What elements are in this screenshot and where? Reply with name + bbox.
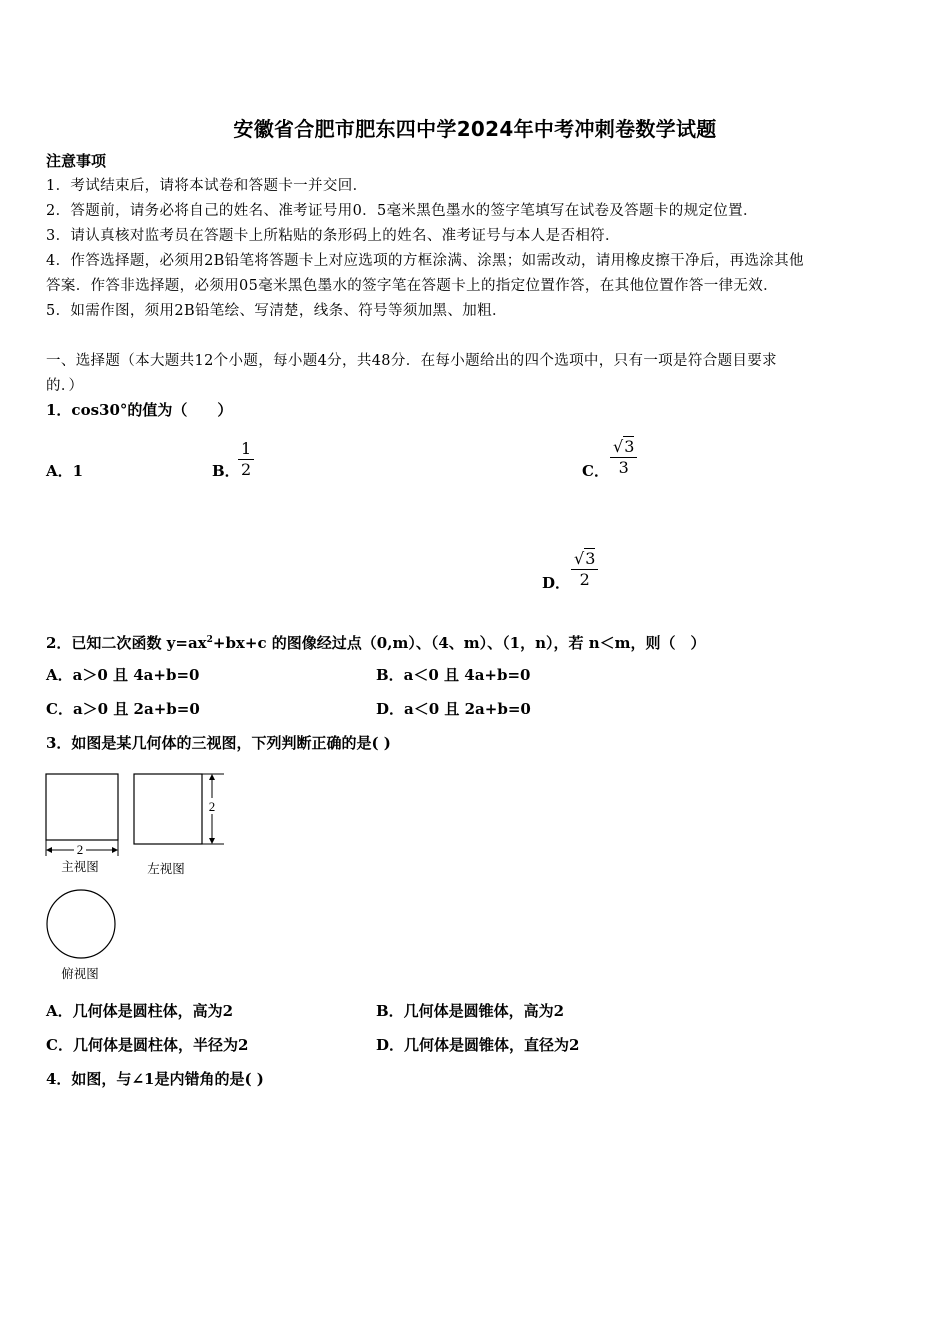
section-heading-cont: 的．）	[46, 378, 84, 394]
q1-d-label: D．	[542, 574, 571, 592]
q4-stem: 4．如图，与∠1是内错角的是( )	[46, 1070, 264, 1088]
q1-option-a	[46, 461, 83, 481]
q1-c-numerator: √3	[613, 437, 635, 456]
q1-a-value: 1	[72, 462, 84, 480]
page-title: 安徽省合肥市肥东四中学2024年中考冲刺卷数学试题	[233, 117, 717, 141]
q2-option-a: A．a＞0 且 4a+b=0	[46, 666, 200, 684]
notice-item-2: 2．答题前，请务必将自己的姓名、准考证号用0．5毫米黑色墨水的签字笔填写在试卷及答题卡的规定位置．	[46, 203, 758, 219]
q1-c-fraction	[610, 437, 637, 478]
q1-d-fraction	[571, 549, 598, 590]
notice-item-4: 4．作答选择题，必须用2B铅笔将答题卡上对应选项的方框涂满、涂黑；如需改动，请用橡皮擦干净后，再选涂其他	[46, 253, 804, 269]
arrow-up-icon	[209, 774, 215, 780]
q1-b-numerator: 1	[241, 439, 252, 458]
q3-option-d: D．几何体是圆锥体，直径为2	[376, 1036, 580, 1054]
front-view-rect	[46, 774, 118, 840]
notice-item-1: 1．考试结束后，请将本试卷和答题卡一并交回．	[46, 178, 368, 194]
q3-stem: 3．如图是某几何体的三视图，下列判断正确的是( )	[46, 734, 391, 752]
side-view-label: 左视图	[147, 861, 185, 876]
width-dimension-label: 2	[76, 842, 84, 857]
q1-c-label: C．	[582, 462, 609, 480]
notice-heading: 注意事项	[46, 152, 107, 170]
q2-option-c: C．a＞0 且 2a+b=0	[46, 700, 200, 718]
top-view-circle	[47, 890, 115, 958]
section-heading: 一、选择题（本大题共12个小题，每小题4分，共48分．在每小题给出的四个选项中，只有一项是符合题目要求	[46, 353, 777, 369]
q1-d-numerator: √3	[574, 549, 596, 568]
arrow-down-icon	[209, 838, 215, 844]
front-view-label: 主视图	[61, 859, 99, 874]
q1-c-denominator: 3	[618, 458, 629, 477]
notice-item-5: 5．如需作图，须用2B铅笔绘、写清楚，线条、符号等须加黑、加粗．	[46, 303, 507, 319]
sqrt-icon: √	[574, 549, 585, 568]
q1-b-fraction	[238, 439, 254, 480]
notice-item-3: 3．请认真核对监考员在答题卡上所粘贴的条形码上的姓名、准考证号与本人是否相符．	[46, 228, 620, 244]
q1-d-denominator: 2	[579, 570, 590, 589]
q3-option-c: C．几何体是圆柱体，半径为2	[46, 1036, 249, 1054]
q1-b-label: B．	[212, 462, 240, 480]
arrow-left-icon	[46, 847, 52, 853]
q2-option-b: B．a＜0 且 4a+b=0	[376, 666, 531, 684]
side-view-rect	[134, 774, 202, 844]
sqrt-icon: √	[613, 437, 624, 456]
top-view-label: 俯视图	[61, 966, 99, 981]
notice-item-4-cont: 答案．作答非选择题，必须用05毫米黑色墨水的签字笔在答题卡上的指定位置作答，在其他位置作答一律无效．	[46, 278, 778, 294]
height-dimension-label: 2	[208, 799, 216, 814]
arrow-right-icon	[112, 847, 118, 853]
q3-option-a: A．几何体是圆柱体，高为2	[46, 1002, 234, 1020]
three-view-figure	[40, 768, 240, 988]
q1-stem: 1．cos30°的值为（ ）	[46, 401, 233, 419]
q2-option-d: D．a＜0 且 2a+b=0	[376, 700, 531, 718]
q1-b-denominator: 2	[241, 460, 252, 479]
q1-a-label: A．	[46, 462, 73, 480]
q3-option-b: B．几何体是圆锥体，高为2	[376, 1002, 565, 1020]
q2-stem: 2．已知二次函数 $y=ax^2+bx+c$ 的图像经过点（0,m）、（4、m）、（1，n），若 n＜m，则（ ）	[46, 634, 706, 652]
